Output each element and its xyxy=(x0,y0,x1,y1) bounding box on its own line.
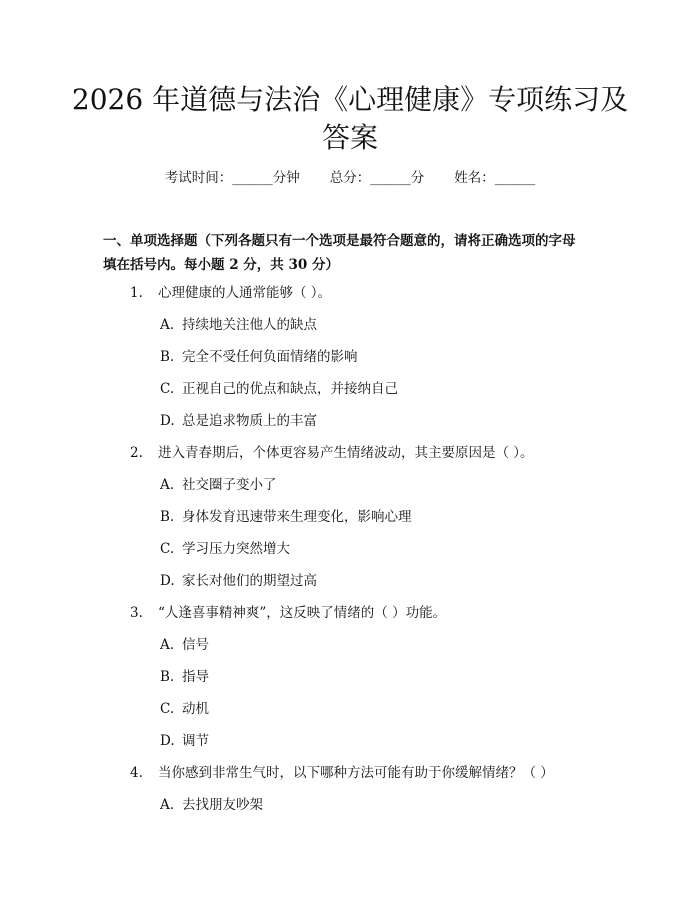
option-2a xyxy=(160,475,277,495)
section-heading-line1: 一、单项选择题（下列各题只有一个选项是最符合题意的，请将正确选项的字母 xyxy=(103,233,576,249)
option-letter: C. xyxy=(160,541,175,557)
question-4 xyxy=(130,763,554,783)
question-text: “人逢喜事精神爽”，这反映了情绪的（ ）功能。 xyxy=(158,605,447,621)
option-letter: A. xyxy=(160,477,175,493)
total-score-field: 总分：______分 xyxy=(329,170,425,186)
option-letter: B. xyxy=(160,349,175,365)
option-text: 学习压力突然增大 xyxy=(182,541,290,557)
question-number: 4. xyxy=(130,765,143,781)
option-1d xyxy=(160,411,317,431)
option-4a xyxy=(160,795,263,815)
option-1a xyxy=(160,315,317,335)
option-text: 去找朋友吵架 xyxy=(182,797,263,813)
section-heading xyxy=(103,229,603,277)
option-2c xyxy=(160,539,290,559)
option-letter: B. xyxy=(160,669,175,685)
option-text: 总是追求物质上的丰富 xyxy=(182,413,317,429)
option-text: 正视自己的优点和缺点，并接纳自己 xyxy=(182,381,398,397)
option-3d xyxy=(160,731,209,751)
option-text: 家长对他们的期望过高 xyxy=(182,573,317,589)
option-2b xyxy=(160,507,412,527)
option-3c xyxy=(160,699,209,719)
question-number: 3. xyxy=(130,605,143,621)
name-field: 姓名：______ xyxy=(454,170,536,186)
question-3 xyxy=(130,603,446,623)
option-2d xyxy=(160,571,317,591)
option-letter: A. xyxy=(160,637,175,653)
option-letter: C. xyxy=(160,381,175,397)
document-title-line2: 答案 xyxy=(321,121,378,154)
option-text: 身体发育迅速带来生理变化，影响心理 xyxy=(182,509,412,525)
exam-time-field: 考试时间：______分钟 xyxy=(164,170,300,186)
option-1b xyxy=(160,347,358,367)
option-text: 完全不受任何负面情绪的影响 xyxy=(182,349,358,365)
option-text: 持续地关注他人的缺点 xyxy=(182,317,317,333)
question-text: 心理健康的人通常能够（ ）。 xyxy=(158,285,332,301)
option-3a xyxy=(160,635,209,655)
option-3b xyxy=(160,667,209,687)
document-title-line1: 2026 年道德与法治《心理健康》专项练习及 xyxy=(71,83,629,116)
option-text: 动机 xyxy=(182,701,209,717)
option-1c xyxy=(160,379,398,399)
question-text: 进入青春期后，个体更容易产生情绪波动，其主要原因是（ ）。 xyxy=(158,445,534,461)
question-1 xyxy=(130,283,331,303)
option-letter: D. xyxy=(160,413,175,429)
question-2 xyxy=(130,443,534,463)
section-heading-line2: 填在括号内。每小题 2 分，共 30 分） xyxy=(103,257,339,273)
option-text: 社交圈子变小了 xyxy=(182,477,277,493)
exam-meta xyxy=(0,168,700,188)
option-text: 指导 xyxy=(182,669,209,685)
question-number: 2. xyxy=(130,445,143,461)
option-letter: A. xyxy=(160,317,175,333)
option-letter: D. xyxy=(160,573,175,589)
question-text: 当你感到非常生气时，以下哪种方法可能有助于你缓解情绪？（ ） xyxy=(158,765,554,781)
option-letter: D. xyxy=(160,733,175,749)
option-letter: B. xyxy=(160,509,175,525)
question-number: 1. xyxy=(130,285,143,301)
option-letter: C. xyxy=(160,701,175,717)
option-letter: A. xyxy=(160,797,175,813)
option-text: 信号 xyxy=(182,637,209,653)
option-text: 调节 xyxy=(182,733,209,749)
